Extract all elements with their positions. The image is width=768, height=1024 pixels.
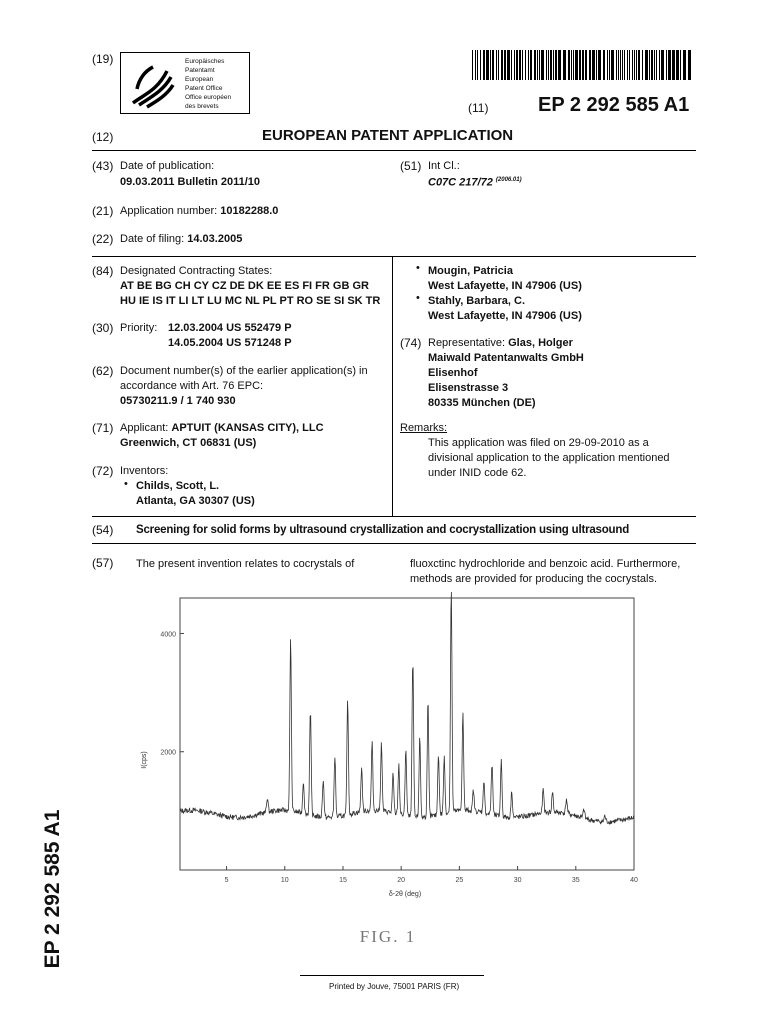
bullet-icon: •	[416, 292, 420, 304]
barcode-bar	[632, 50, 633, 80]
epo-logo-line: des brevets	[185, 103, 219, 110]
x-axis-label: δ-2θ (deg)	[388, 891, 422, 898]
barcode-bar	[585, 50, 587, 80]
priority-2: 14.05.2004 US 571248 P	[168, 337, 292, 349]
barcode-bar	[668, 50, 671, 80]
field-11-code: (11)	[468, 101, 489, 115]
barcode-bar	[525, 50, 526, 80]
barcode-bar	[661, 50, 664, 80]
representative-address-line: 80335 München (DE)	[428, 397, 536, 409]
barcode-bar	[645, 50, 648, 80]
barcode-bar	[634, 50, 635, 80]
barcode-bar	[563, 50, 566, 80]
inventor-name: Childs, Scott, L.	[136, 480, 220, 492]
header-divider	[92, 150, 696, 151]
figure-caption: FIG. 1	[359, 927, 417, 946]
epo-logo	[120, 52, 250, 114]
barcode-bar	[636, 50, 637, 80]
barcode-bar	[596, 50, 597, 80]
barcode-bar	[541, 50, 544, 80]
barcode-bar	[550, 50, 552, 80]
x-tick-label: 15	[339, 877, 347, 884]
barcode-bar	[573, 50, 574, 80]
barcode-bar	[575, 50, 578, 80]
barcode-bar	[537, 50, 538, 80]
barcode-bar	[530, 50, 532, 80]
field-30-code: (30)	[92, 321, 114, 335]
remarks-line: under INID code 62.	[428, 467, 527, 479]
barcode-bar	[539, 50, 540, 80]
field-57-code: (57)	[92, 556, 114, 570]
priority-1: 12.03.2004 US 552479 P	[168, 322, 292, 334]
side-publication-number: EP 2 292 585 A1	[41, 809, 64, 969]
field-43-code: (43)	[92, 159, 114, 173]
barcode-bar	[477, 50, 478, 80]
x-tick-label: 25	[455, 877, 464, 884]
invention-title: Screening for solid forms by ultrasound crystallization and cocrystallization using ultrasound	[136, 524, 630, 536]
barcode	[472, 50, 694, 80]
inventor-address: West Lafayette, IN 47906 (US)	[428, 310, 582, 322]
field-74-code: (74)	[400, 336, 422, 350]
representative-firm: Maiwald Patentanwalts GmbH	[428, 352, 584, 364]
barcode-bar	[514, 50, 515, 80]
inventor-address: Atlanta, GA 30307 (US)	[136, 495, 255, 507]
publication-date-value: 09.03.2011 Bulletin 2011/10	[120, 176, 261, 188]
field-21-code: (21)	[92, 204, 114, 218]
publication-date-label: Date of publication:	[120, 160, 215, 172]
epo-logo-line: European	[185, 76, 214, 83]
barcode-bar	[688, 50, 691, 80]
barcode-bar	[496, 50, 497, 80]
x-tick-label: 40	[630, 877, 638, 884]
box-bottom-rule	[92, 516, 696, 517]
barcode-bar	[651, 50, 653, 80]
series-line	[180, 592, 634, 824]
y-axis-label: I(cps)	[141, 751, 148, 769]
designated-states-line1: AT BE BG CH CY CZ DE DK EE ES FI FR GB GR	[120, 280, 369, 292]
epo-logo-line: Patentamt	[185, 67, 215, 74]
x-tick-label: 5	[224, 877, 229, 884]
document-type: EUROPEAN PATENT APPLICATION	[262, 127, 514, 144]
printer-info: Printed by Jouve, 75001 PARIS (FR)	[329, 982, 460, 991]
barcode-bar	[666, 50, 667, 80]
barcode-bar	[624, 50, 625, 80]
x-tick-label: 20	[397, 877, 406, 884]
barcode-bar	[507, 50, 510, 80]
barcode-bar	[627, 50, 628, 80]
abstract-text: fluoxctinc hydrochloride and benzoic acid. Furthermore,	[410, 558, 681, 570]
barcode-bar	[519, 50, 521, 80]
int-cl-version: (2006.01)	[495, 177, 522, 183]
barcode-bar	[548, 50, 549, 80]
inventor-address: West Lafayette, IN 47906 (US)	[428, 280, 582, 292]
earlier-application-line1: Document number(s) of the earlier application(s) in	[120, 365, 368, 377]
barcode-bar	[592, 50, 595, 80]
box-top-rule	[92, 256, 696, 257]
epo-logo-line: Europäisches	[185, 58, 225, 65]
y-tick-label: 4000	[160, 631, 176, 639]
barcode-bar	[680, 50, 681, 80]
bullet-icon: •	[416, 262, 420, 274]
barcode-bar	[504, 50, 506, 80]
barcode-bar	[616, 50, 617, 80]
barcode-bar	[483, 50, 485, 80]
barcode-bar	[579, 50, 581, 80]
epo-logo-icon	[123, 55, 183, 111]
field-22-code: (22)	[92, 232, 114, 246]
remarks-label: Remarks:	[400, 422, 448, 434]
barcode-bar	[498, 50, 499, 80]
publication-number: EP 2 292 585 A1	[538, 94, 690, 116]
applicant: Applicant: APTUIT (KANSAS CITY), LLC	[120, 422, 324, 434]
xrd-chart	[130, 588, 650, 948]
int-cl-value: C07C 217/72 $^{(2006.01)}$	[428, 176, 522, 189]
epo-logo-line: Patent Office	[185, 85, 223, 92]
field-84-code: (84)	[92, 264, 114, 278]
int-cl-label: Int Cl.:	[428, 160, 460, 172]
barcode-bar	[656, 50, 657, 80]
barcode-bar	[618, 50, 619, 80]
remarks-line: divisional application to the application mentioned	[428, 452, 670, 464]
barcode-bar	[558, 50, 561, 80]
barcode-bar	[528, 50, 529, 80]
column-divider	[392, 256, 393, 516]
barcode-bar	[492, 50, 494, 80]
field-71-code: (71)	[92, 421, 114, 435]
barcode-bar	[603, 50, 605, 80]
barcode-bar	[607, 50, 608, 80]
barcode-bar	[501, 50, 503, 80]
field-51-code: (51)	[400, 159, 422, 173]
barcode-bar	[582, 50, 584, 80]
barcode-bar	[598, 50, 601, 80]
barcode-bar	[472, 50, 473, 80]
barcode-bar	[571, 50, 572, 80]
inventor-name: Stahly, Barbara, C.	[428, 295, 525, 307]
barcode-bar	[676, 50, 679, 80]
x-tick-label: 10	[280, 877, 289, 884]
barcode-bar	[555, 50, 557, 80]
designated-states-line2: HU IE IS IT LI LT LU MC NL PL PT RO SE SI SK TR	[120, 295, 381, 307]
barcode-bar	[683, 50, 686, 80]
y-tick-label: 2000	[160, 749, 176, 757]
abstract-text: methods are provided for producing the cocrystals.	[410, 573, 658, 585]
epo-logo-line: Office européen	[185, 94, 232, 101]
representative-address-line: Elisenhof	[428, 367, 478, 379]
earlier-application-line2: accordance with Art. 76 EPC:	[120, 380, 264, 392]
x-tick-label: 30	[513, 877, 522, 884]
filing-date: Date of filing: 14.03.2005	[120, 233, 243, 245]
barcode-bar	[622, 50, 623, 80]
barcode-bar	[649, 50, 650, 80]
title-rule	[92, 543, 696, 544]
barcode-bar	[511, 50, 512, 80]
application-number: Application number: 10182288.0	[120, 205, 279, 217]
representative: Representative: Glas, Holger	[428, 337, 573, 349]
barcode-bar	[620, 50, 621, 80]
footer-rule	[300, 975, 484, 976]
barcode-bar	[486, 50, 489, 80]
barcode-bar	[546, 50, 547, 80]
barcode-bar	[490, 50, 491, 80]
barcode-bar	[589, 50, 591, 80]
field-12-code: (12)	[92, 130, 114, 144]
barcode-bar	[672, 50, 675, 80]
field-54-code: (54)	[92, 523, 114, 537]
x-tick-label: 35	[571, 877, 580, 884]
barcode-bar	[654, 50, 655, 80]
barcode-bar	[609, 50, 610, 80]
barcode-bar	[522, 50, 523, 80]
barcode-bar	[553, 50, 554, 80]
field-19-code: (19)	[92, 52, 114, 66]
field-72-code: (72)	[92, 464, 114, 478]
earlier-application-number: 05730211.9 / 1 740 930	[120, 395, 236, 407]
field-62-code: (62)	[92, 364, 114, 378]
barcode-bar	[642, 50, 643, 80]
inventor-name: Mougin, Patricia	[428, 265, 513, 277]
barcode-bar	[480, 50, 481, 80]
abstract-text: The present invention relates to cocrystals of	[136, 558, 355, 570]
representative-address-line: Elisenstrasse 3	[428, 382, 509, 394]
inventors-label: Inventors:	[120, 465, 169, 477]
designated-states-label: Designated Contracting States:	[120, 265, 273, 277]
barcode-bar	[516, 50, 518, 80]
bullet-icon: •	[124, 478, 128, 490]
barcode-bar	[629, 50, 630, 80]
barcode-bar	[659, 50, 660, 80]
barcode-bar	[638, 50, 640, 80]
applicant-address: Greenwich, CT 06831 (US)	[120, 437, 257, 449]
barcode-bar	[568, 50, 570, 80]
barcode-bar	[534, 50, 536, 80]
barcode-bar	[475, 50, 476, 80]
barcode-bar	[611, 50, 614, 80]
priority-label: Priority:	[120, 322, 158, 334]
plot-frame	[180, 598, 634, 870]
remarks-line: This application was filed on 29-09-2010 as a	[428, 437, 649, 449]
